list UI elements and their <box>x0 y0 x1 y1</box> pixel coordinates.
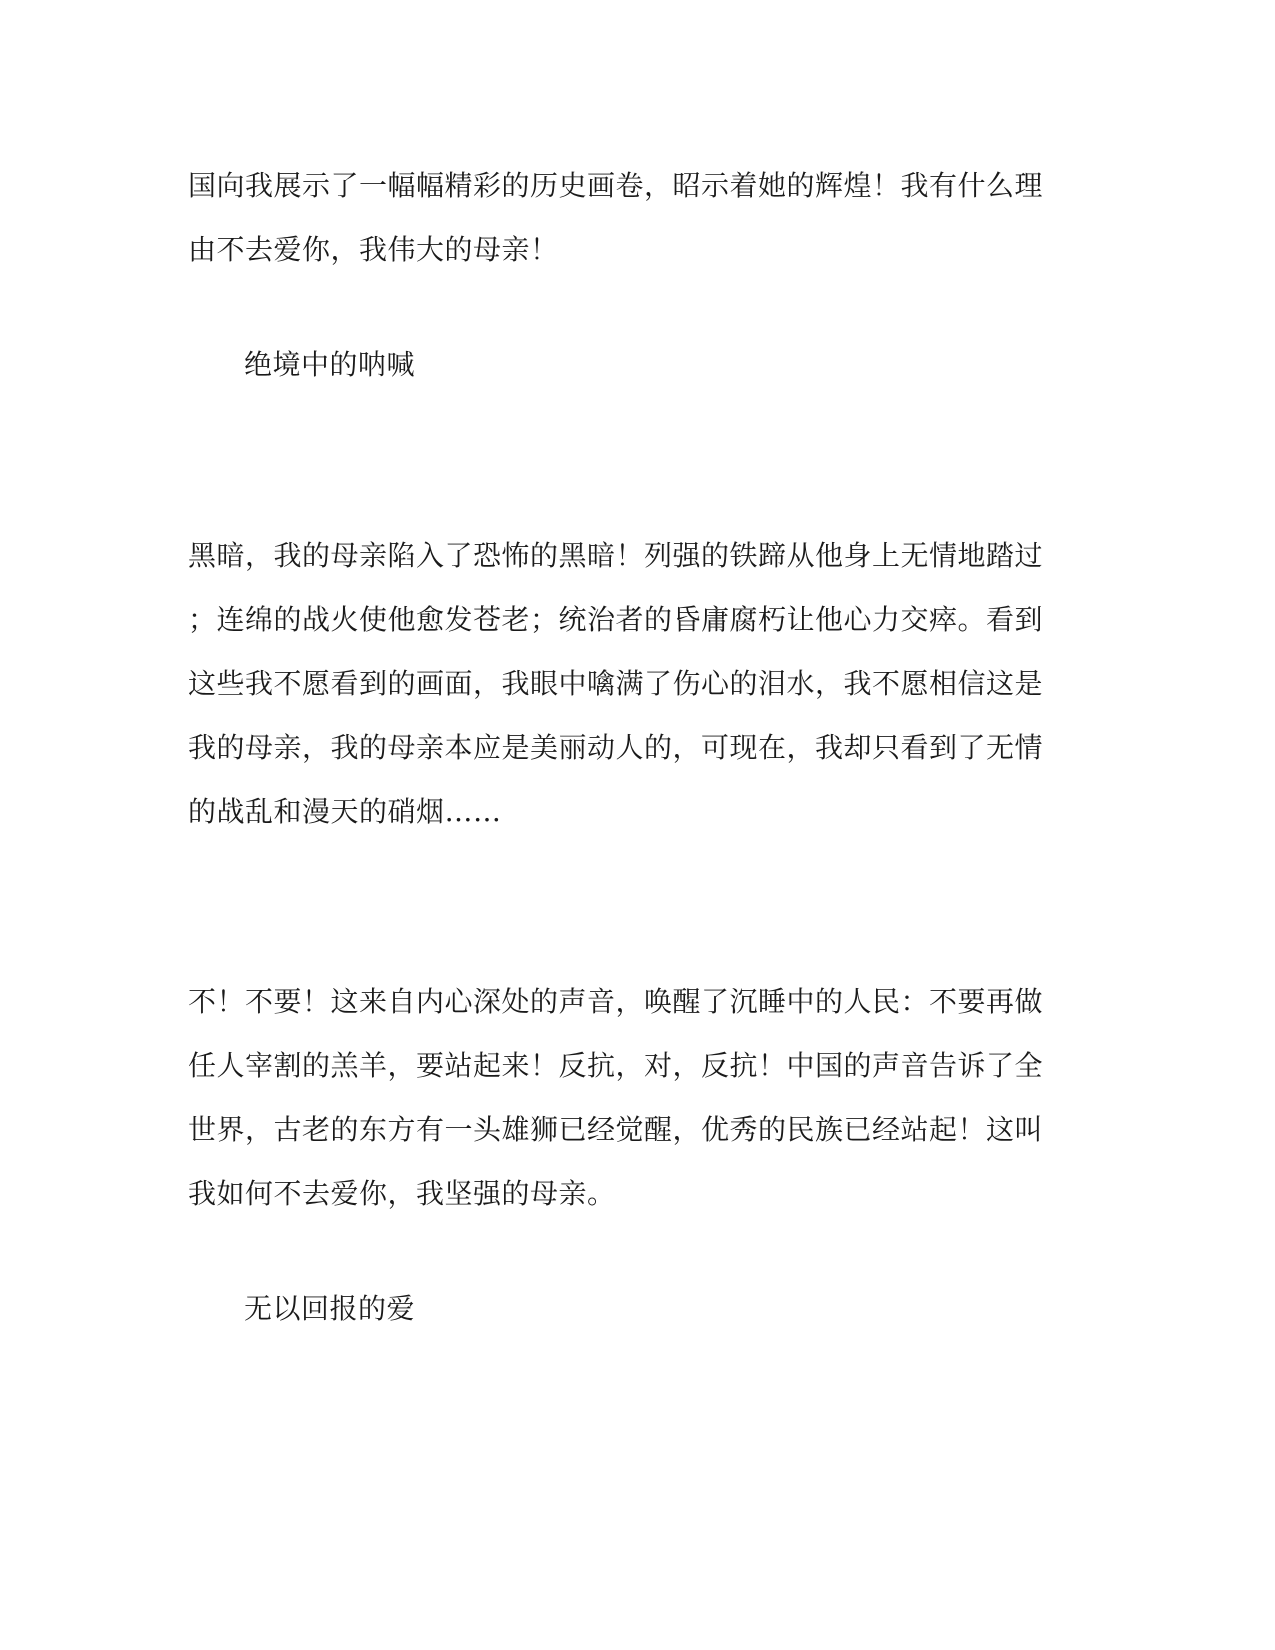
paragraph-3-line-1: 不！不要！这来自内心深处的声音，唤醒了沉睡中的人民：不要再做 <box>188 985 1044 1018</box>
paragraph-3-line-4: 我如何不去爱你，我坚强的母亲。 <box>188 1177 616 1210</box>
paragraph-2-line-5: 的战乱和漫天的硝烟…… <box>188 795 502 828</box>
paragraph-2-line-2: ；连绵的战火使他愈发苍老；统治者的昏庸腐朽让他心力交瘁。看到 <box>188 603 1044 636</box>
paragraph-3-line-3: 世界，古老的东方有一头雄狮已经觉醒，优秀的民族已经站起！这叫 <box>188 1113 1044 1146</box>
paragraph-2-line-3: 这些我不愿看到的画面，我眼中噙满了伤心的泪水，我不愿相信这是 <box>188 667 1044 700</box>
paragraph-2-line-1: 黑暗，我的母亲陷入了恐怖的黑暗！列强的铁蹄从他身上无情地踏过 <box>188 539 1044 572</box>
section-heading-1: 绝境中的呐喊 <box>244 348 416 381</box>
section-heading-2: 无以回报的爱 <box>244 1292 416 1325</box>
paragraph-3-line-2: 任人宰割的羔羊，要站起来！反抗，对，反抗！中国的声音告诉了全 <box>188 1049 1044 1082</box>
paragraph-1-line-1: 国向我展示了一幅幅精彩的历史画卷，昭示着她的辉煌！我有什么理 <box>188 169 1044 202</box>
paragraph-1-line-2: 由不去爱你，我伟大的母亲！ <box>188 233 559 266</box>
paragraph-2-line-4: 我的母亲，我的母亲本应是美丽动人的，可现在，我却只看到了无情 <box>188 731 1044 764</box>
